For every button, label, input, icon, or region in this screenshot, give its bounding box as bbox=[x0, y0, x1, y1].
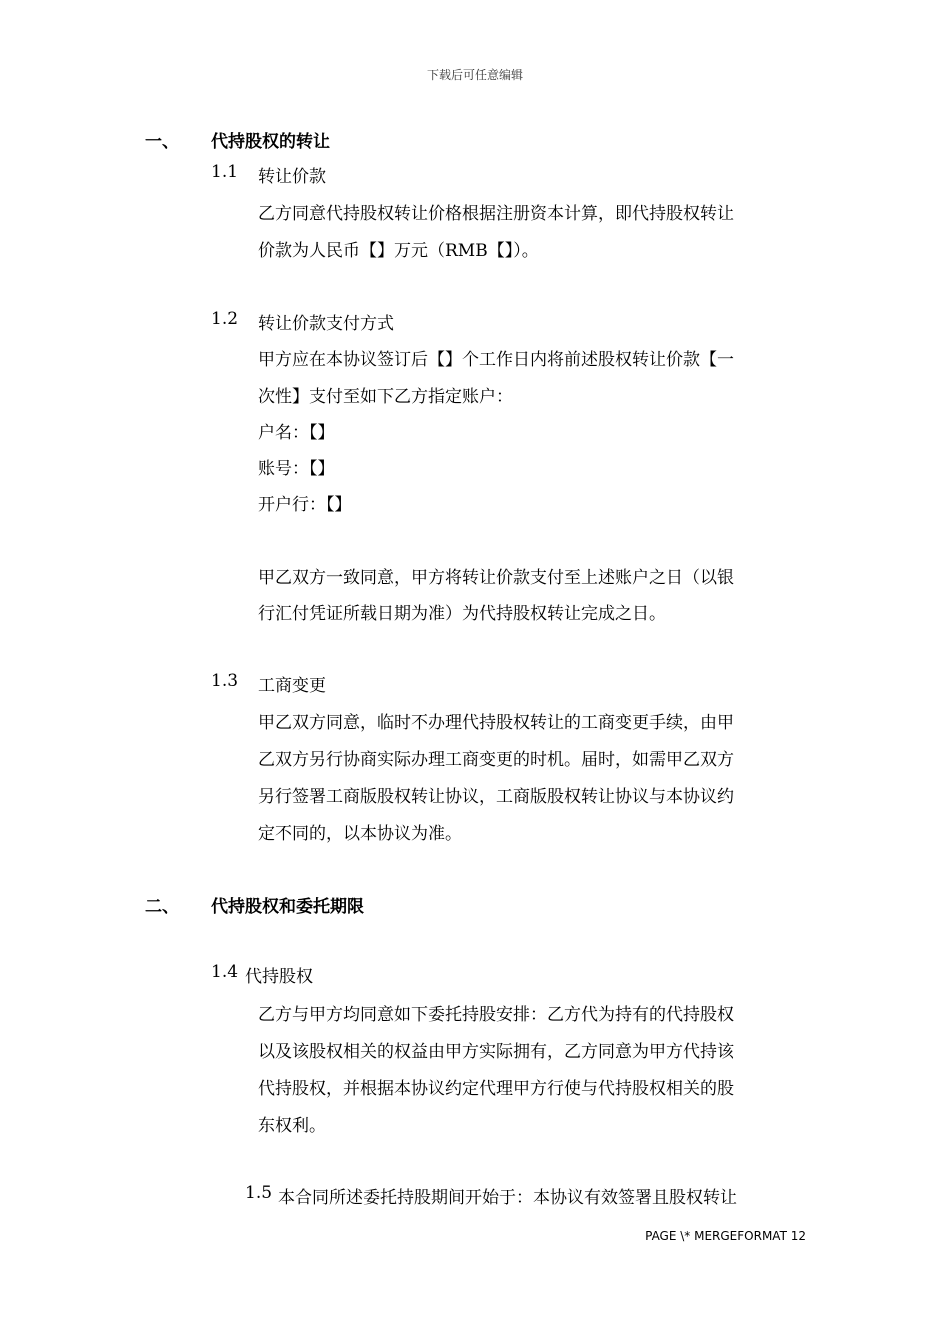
paragraph-line: 代持股权，并根据本协议约定代理甲方行使与代持股权相关的股 bbox=[258, 1079, 734, 1099]
paragraph-line: 东权利。 bbox=[258, 1116, 326, 1136]
section-number: 一、 bbox=[145, 132, 179, 152]
paragraph-line: 甲乙双方一致同意，甲方将转让价款支付至上述账户之日（以银 bbox=[258, 568, 734, 588]
section-number: 二、 bbox=[145, 897, 179, 917]
account-number-line: 账号：【】 bbox=[258, 459, 335, 479]
paragraph-line: 定不同的，以本协议为准。 bbox=[258, 824, 462, 844]
paragraph-line: 乙方同意代持股权转让价格根据注册资本计算，即代持股权转让 bbox=[258, 204, 734, 224]
subsection-title: 本合同所述委托持股期间开始于：本协议有效签署且股权转让 bbox=[278, 1188, 737, 1208]
page-footer: PAGE \* MERGEFORMAT 12 bbox=[645, 1229, 806, 1243]
paragraph-line: 次性】支付至如下乙方指定账户： bbox=[258, 387, 513, 407]
paragraph-line: 甲方应在本协议签订后【】个工作日内将前述股权转让价款【一 bbox=[258, 350, 734, 370]
bank-line: 开户行：【】 bbox=[258, 495, 352, 515]
account-name-line: 户名：【】 bbox=[258, 423, 335, 443]
paragraph-line: 甲乙双方同意，临时不办理代持股权转让的工商变更手续，由甲 bbox=[258, 713, 734, 733]
subsection-title: 代持股权 bbox=[245, 967, 313, 987]
page-header: 下载后可任意编辑 bbox=[426, 68, 523, 82]
section-title: 代持股权的转让 bbox=[211, 132, 330, 152]
paragraph-line: 乙双方另行协商实际办理工商变更的时机。届时，如需甲乙双方 bbox=[258, 750, 734, 770]
subsection-title: 转让价款支付方式 bbox=[258, 314, 394, 334]
section-title: 代持股权和委托期限 bbox=[211, 897, 364, 917]
paragraph-line: 乙方与甲方均同意如下委托持股安排：乙方代为持有的代持股权 bbox=[258, 1005, 734, 1025]
subsection-number: 1.5 bbox=[245, 1183, 273, 1203]
subsection-number: 1.2 bbox=[211, 309, 239, 329]
subsection-number: 1.1 bbox=[211, 162, 239, 182]
paragraph-line: 以及该股权相关的权益由甲方实际拥有，乙方同意为甲方代持该 bbox=[258, 1042, 734, 1062]
subsection-number: 1.3 bbox=[211, 671, 239, 691]
subsection-number: 1.4 bbox=[211, 962, 239, 982]
paragraph-line: 价款为人民币【】万元（RMB【】）。 bbox=[258, 241, 539, 261]
subsection-title: 转让价款 bbox=[258, 167, 326, 187]
paragraph-line: 另行签署工商版股权转让协议，工商版股权转让协议与本协议约 bbox=[258, 787, 734, 807]
paragraph-line: 行汇付凭证所载日期为准）为代持股权转让完成之日。 bbox=[258, 604, 666, 624]
subsection-title: 工商变更 bbox=[258, 676, 326, 696]
